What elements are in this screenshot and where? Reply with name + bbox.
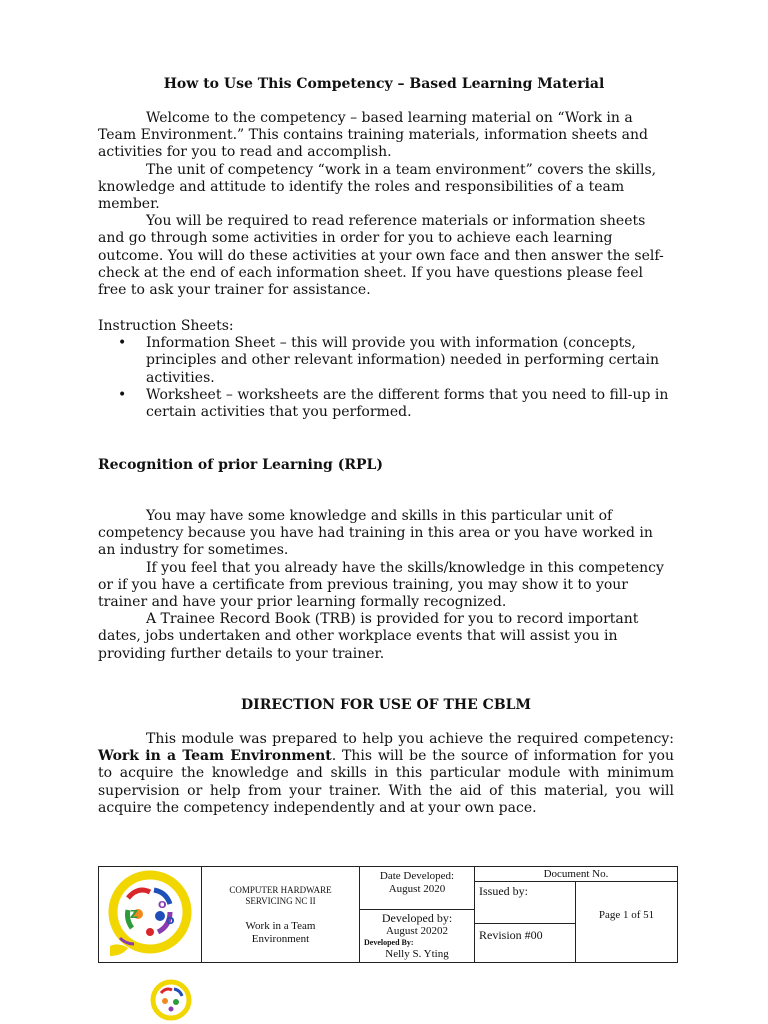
document-footer-table: [98, 866, 678, 963]
developed-by-sublabel: Developed By:: [364, 938, 414, 947]
course-line-1: COMPUTER HARDWARE: [229, 885, 332, 895]
developed-by: [360, 911, 474, 961]
developed-by-date: August 20202: [385, 925, 449, 937]
logo-letter-o2: O: [166, 916, 175, 927]
rpl-heading: Recognition of prior Learning (RPL): [98, 457, 383, 473]
developed-by-label: Developed by:: [381, 911, 453, 925]
document-number-label: Document No.: [543, 868, 609, 880]
school-logo-icon: [100, 868, 200, 963]
rpl-paragraph-2: If you feel that you already have the skills/knowledge in this competency or if you have a certificate from previous training, you may show it to your trainer and have your prior learning formally recognized.: [98, 559, 664, 611]
intro-paragraph-2: The unit of competency “work in a team environment” covers the skills, knowledge and attitude to identify the roles and responsibilities of a team member.: [98, 161, 657, 213]
module-line-2: Environment: [251, 933, 310, 945]
instruction-sheets-heading: Instruction Sheets:: [98, 318, 234, 334]
direction-module-name: Work in a Team Environment: [98, 748, 332, 765]
module-line-1: Work in a Team: [245, 920, 316, 932]
date-developed-value: August 2020: [388, 883, 446, 895]
direction-text-before: This module was prepared to help you achieve the required competency:: [146, 731, 674, 747]
course-name: [202, 885, 359, 907]
rpl-section: [98, 457, 674, 474]
issued-by-label: Issued by:: [479, 884, 528, 898]
direction-section: [98, 731, 674, 817]
intro-paragraph-3: You will be required to read reference materials or information sheets and go through some activities in order for you to achieve each learning outcome. You will do these activities at your own face and then answer the self-check at the end of each information sheet. If you have questions please feel free to ask your trainer for assistance.: [98, 213, 664, 299]
school-logo-small-icon: [148, 978, 194, 1022]
rpl-paragraph-3: A Trainee Record Book (TRB) is provided for you to record important dates, jobs undertaken and other workplace events that will assist you in providing further details to your trainer.: [98, 611, 639, 662]
bullet-icon: •: [118, 386, 127, 403]
page-number: Page 1 of 51: [598, 909, 655, 921]
date-developed-label: Date Developed:: [379, 870, 455, 882]
direction-paragraph: [98, 731, 674, 817]
direction-text-after: . This will be the source of information for you to acquire the knowledge and skills in this particular module with minimum supervision or help from your trainer. With the aid of this material, you will acquire the competency independently and at your own pace.: [98, 748, 674, 816]
course-line-2: SERVICING NC II: [245, 896, 316, 906]
date-developed: [360, 870, 474, 896]
list-item-text: Worksheet – worksheets are the different forms that you need to fill-up in certain activities that you performed.: [146, 386, 669, 421]
list-item: [98, 387, 674, 421]
instruction-sheets-section: [98, 318, 674, 421]
module-name: [202, 920, 359, 946]
instruction-sheets-list: [98, 335, 674, 421]
rpl-paragraph-1: You may have some knowledge and skills in this particular unit of competency because you have had training in this area or you have worked in an industry for sometimes.: [98, 508, 653, 559]
direction-heading: DIRECTION FOR USE OF THE CBLM: [241, 697, 531, 713]
logo-letter-o1: O: [158, 900, 167, 911]
intro-section: [98, 110, 674, 299]
page-title: How to Use This Competency – Based Learning Material: [163, 76, 605, 92]
list-item: [98, 335, 674, 387]
list-item-text: Information Sheet – this will provide you with information (concepts, principles and other relevant information) needed in performing certain activities.: [146, 335, 659, 386]
developer-name: Nelly S. Yting: [385, 948, 449, 960]
intro-paragraph-1: Welcome to the competency – based learning material on “Work in a Team Environment.” This contains training materials, information sheets and activities for you to read and accomplish.: [98, 110, 648, 161]
rpl-body: [98, 508, 674, 663]
logo-letter-z: Z: [130, 908, 138, 921]
revision-label: Revision #00: [479, 928, 543, 942]
bullet-icon: •: [118, 335, 127, 352]
